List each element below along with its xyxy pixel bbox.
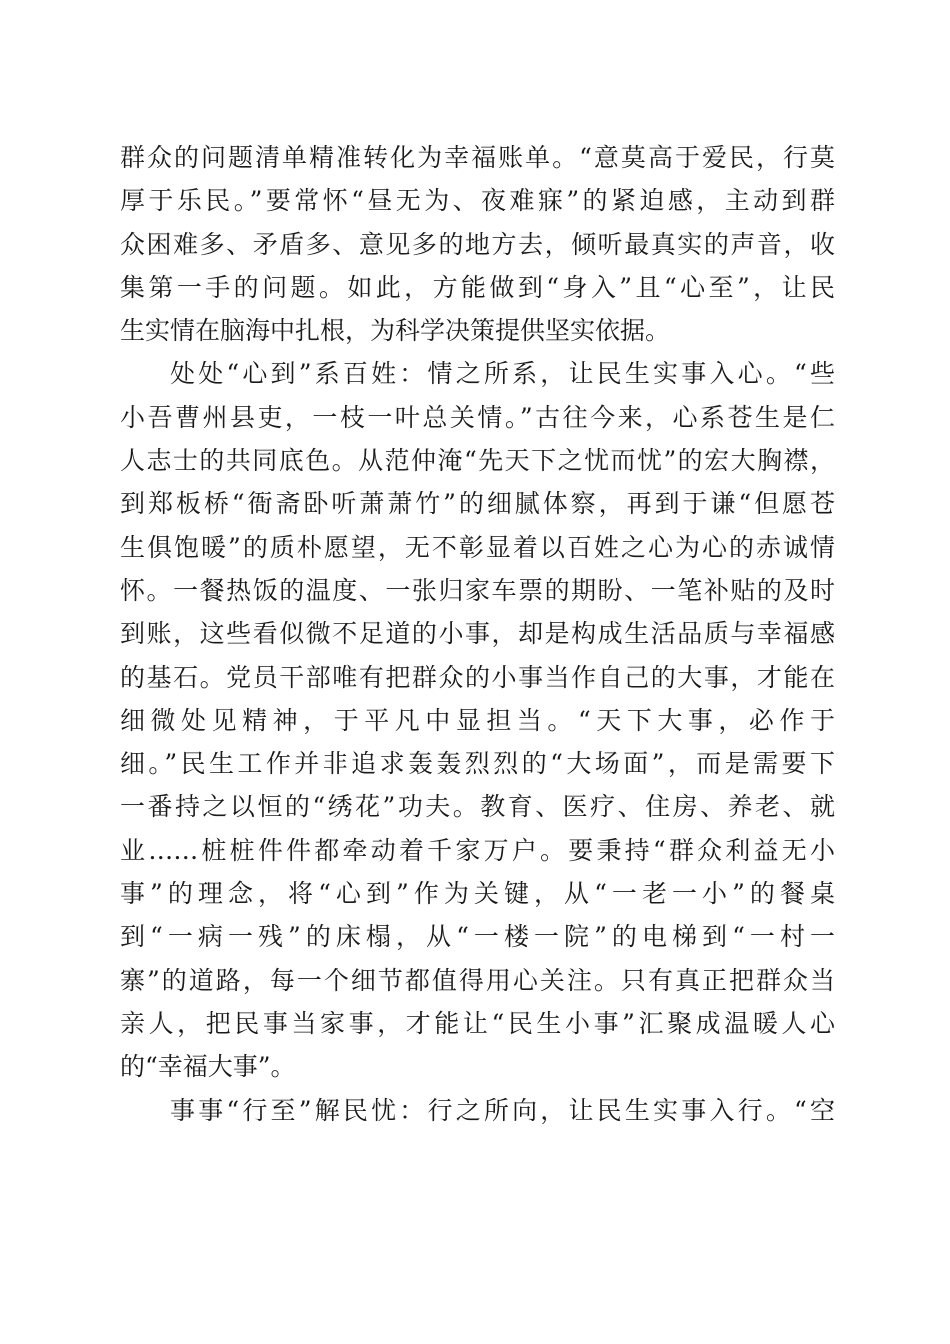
- text-line: 亲人，把民事当家事，才能让“民生小事”汇聚成温暖人心: [120, 1008, 835, 1038]
- text-line: 集第一手的问题。如此，方能做到“身入”且“心至”，让民: [120, 272, 835, 302]
- text-line: 群众的问题清单精准转化为幸福账单。“意莫高于爱民，行莫: [120, 143, 835, 172]
- text-line: 细微处见精神，于平凡中显担当。“天下大事，必作于: [120, 705, 835, 735]
- text-line: 到账，这些看似微不足道的小事，却是构成生活品质与幸福感: [120, 619, 835, 649]
- text-line: 生俱饱暖”的质朴愿望，无不彰显着以百姓之心为心的赤诚情: [120, 532, 835, 562]
- paragraph-start-line: 事事“行至”解民忧：行之所向，让民生实事入行。“空: [170, 1095, 835, 1125]
- text-line: 一番持之以恒的“绣花”功夫。教育、医疗、住房、养老、就: [120, 792, 835, 822]
- text-line: 寨”的道路，每一个细节都值得用心关注。只有真正把群众当: [120, 965, 835, 995]
- text-line: 到“一病一残”的床榻，从“一楼一院”的电梯到“一村一: [120, 922, 835, 952]
- text-line: 事”的理念，将“心到”作为关键，从“一老一小”的餐桌: [120, 879, 835, 909]
- paragraph-end-line: 的“幸福大事”。: [120, 1052, 296, 1082]
- text-line: 厚于乐民。”要常怀“昼无为、夜难寐”的紧迫感，主动到群: [120, 186, 835, 216]
- text-line: 人志士的共同底色。从范仲淹“先天下之忧而忧”的宏大胸襟，: [120, 446, 835, 476]
- text-line: 小吾曹州县吏，一枝一叶总关情。”古往今来，心系苍生是仁: [120, 402, 835, 432]
- text-line: 的基石。党员干部唯有把群众的小事当作自己的大事，才能在: [120, 662, 835, 692]
- text-line: 业……桩桩件件都牵动着千家万户。要秉持“群众利益无小: [120, 835, 835, 865]
- body-text: [120, 136, 835, 1132]
- paragraph-start-line: 处处“心到”系百姓：情之所系，让民生实事入心。“些: [170, 359, 835, 389]
- text-line: 众困难多、矛盾多、意见多的地方去，倾听最真实的声音，收: [120, 229, 835, 259]
- text-line: 怀。一餐热饭的温度、一张归家车票的期盼、一笔补贴的及时: [120, 575, 835, 605]
- paragraph-end-line: 生实情在脑海中扎根，为科学决策提供坚实依据。: [120, 316, 671, 346]
- text-line: 到郑板桥“衙斋卧听萧萧竹”的细腻体察，再到于谦“但愿苍: [120, 489, 835, 519]
- text-line: 细。”民生工作并非追求轰轰烈烈的“大场面”，而是需要下: [120, 749, 835, 779]
